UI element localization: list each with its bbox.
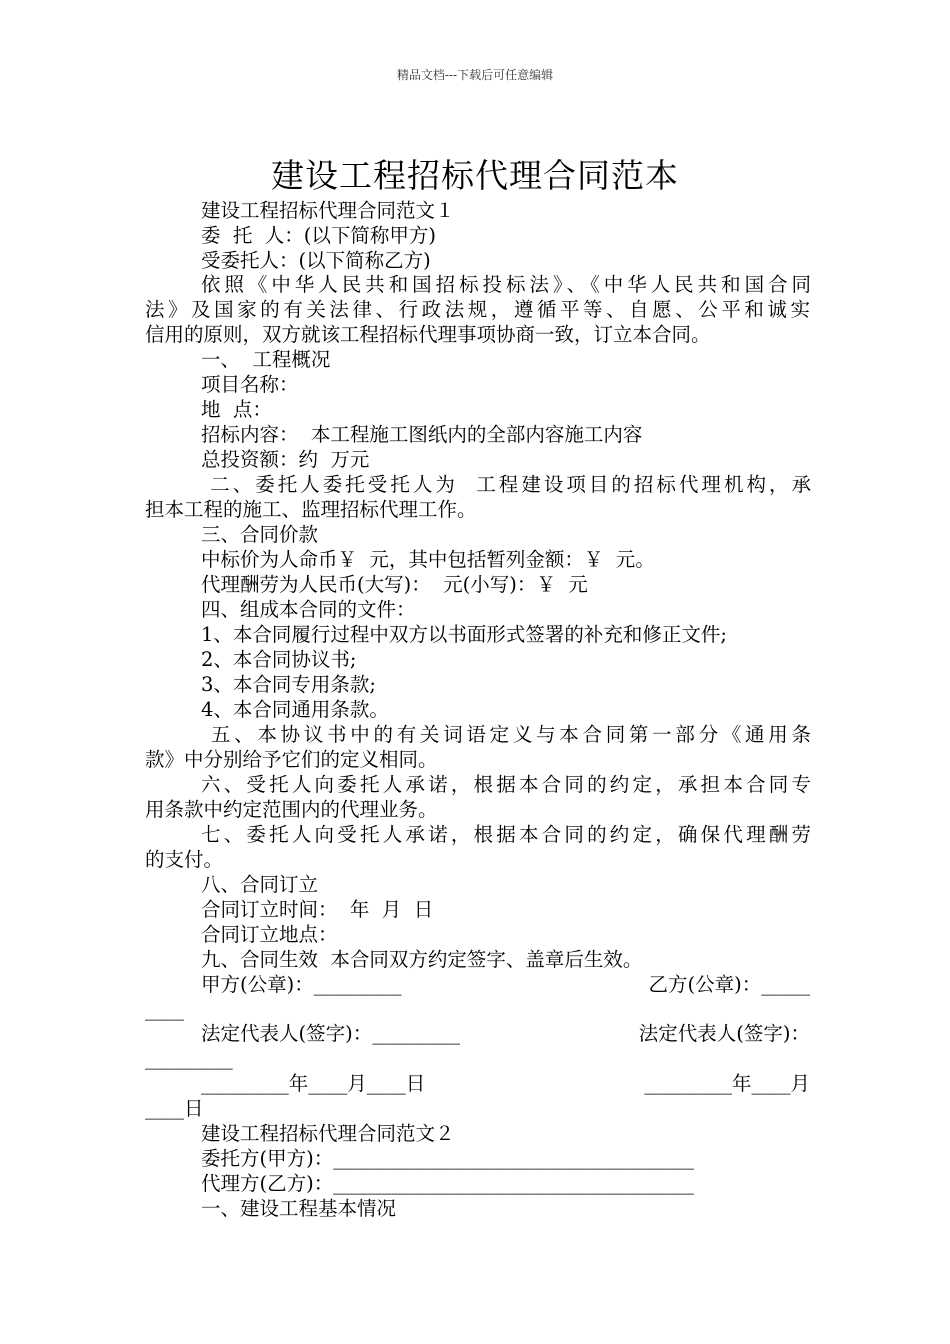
text-line: ____日 bbox=[145, 1097, 204, 1120]
text-line: 1、本合同履行过程中双方以书面形式签署的补充和修正文件; bbox=[201, 623, 727, 646]
text-line: 地 点： bbox=[201, 398, 272, 421]
text-line: ____ bbox=[145, 998, 184, 1021]
text-line: 招标内容： 本工程施工图纸内的全部内容施工内容 bbox=[201, 423, 643, 446]
text-line: 四、组成本合同的文件： bbox=[201, 598, 416, 621]
text-line: 建设工程招标代理合同范文２ bbox=[201, 1122, 455, 1145]
text-line: 委托方(甲方)：_____________________________________ bbox=[201, 1147, 694, 1170]
text-line: 合同订立地点： bbox=[201, 923, 338, 946]
text-line: 中标价为人命币￥ 元，其中包括暂列金额：￥ 元。 bbox=[201, 548, 655, 571]
text-line: 六、受托人向委托人承诺，根据本合同的约定，承担本合同专 bbox=[201, 773, 811, 796]
text-line: 乙方(公章)：_____ bbox=[648, 973, 810, 996]
text-line: 依照《中华人民共和国招标投标法》、《中华人民共和国合同 bbox=[201, 273, 811, 296]
text-line: _________年____月____日 bbox=[201, 1072, 426, 1095]
text-line: 一、建设工程基本情况 bbox=[201, 1197, 397, 1220]
text-line: 代理酬劳为人民币(大写)： 元(小写)：￥ 元 bbox=[201, 573, 588, 596]
text-line: 九、合同生效 本合同双方约定签字、盖章后生效。 bbox=[201, 948, 643, 971]
text-line: 合同订立时间： 年 月 日 bbox=[201, 898, 434, 921]
text-line: 用条款中约定范围内的代理业务。 bbox=[145, 798, 438, 821]
text-line: 2、本合同协议书; bbox=[201, 648, 357, 671]
text-line: 信用的原则，双方就该工程招标代理事项协商一致，订立本合同。 bbox=[145, 323, 711, 346]
text-line: _________ bbox=[145, 1047, 233, 1070]
text-line: 一、 工程概况 bbox=[201, 348, 331, 371]
text-line: 八、合同订立 bbox=[201, 873, 319, 896]
text-line: 法》及国家的有关法律、行政法规，遵循平等、自愿、公平和诚实 bbox=[145, 298, 810, 321]
text-line: 七、委托人向受托人承诺，根据本合同的约定，确保代理酬劳 bbox=[201, 823, 811, 846]
text-line: 3、本合同专用条款; bbox=[201, 673, 376, 696]
text-line: 委 托 人：(以下简称甲方) bbox=[201, 224, 437, 247]
text-line: 的支付。 bbox=[145, 848, 224, 871]
text-line: 甲方(公章)：_________ bbox=[201, 973, 402, 996]
text-line: 法定代表人(签字)： bbox=[638, 1022, 810, 1045]
text-line: 三、合同价款 bbox=[201, 523, 319, 546]
text-line: 项目名称： bbox=[201, 373, 299, 396]
text-line: 4、本合同通用条款。 bbox=[201, 698, 389, 721]
text-line: 二、委托人委托受托人为 工程建设项目的招标代理机构，承 bbox=[201, 473, 811, 496]
text-line: 总投资额：约 万元 bbox=[201, 448, 370, 471]
text-line: 代理方(乙方)：_____________________________________ bbox=[201, 1172, 694, 1195]
document-title: 建设工程招标代理合同范本 bbox=[271, 156, 679, 196]
text-line: 五、本协议书中的有关词语定义与本合同第一部分《通用条 bbox=[201, 723, 811, 746]
text-line: 受委托人：(以下简称乙方) bbox=[201, 249, 431, 272]
text-line: 担本工程的施工、监理招标代理工作。 bbox=[145, 498, 477, 521]
text-line: 建设工程招标代理合同范文１ bbox=[201, 199, 455, 222]
text-line: 法定代表人(签字)：_________ bbox=[201, 1022, 460, 1045]
text-line: _________年____月 bbox=[644, 1072, 810, 1095]
page-header-note: 精品文档---下载后可任意编辑 bbox=[396, 68, 554, 82]
text-line: 款》中分别给予它们的定义相同。 bbox=[145, 748, 438, 771]
